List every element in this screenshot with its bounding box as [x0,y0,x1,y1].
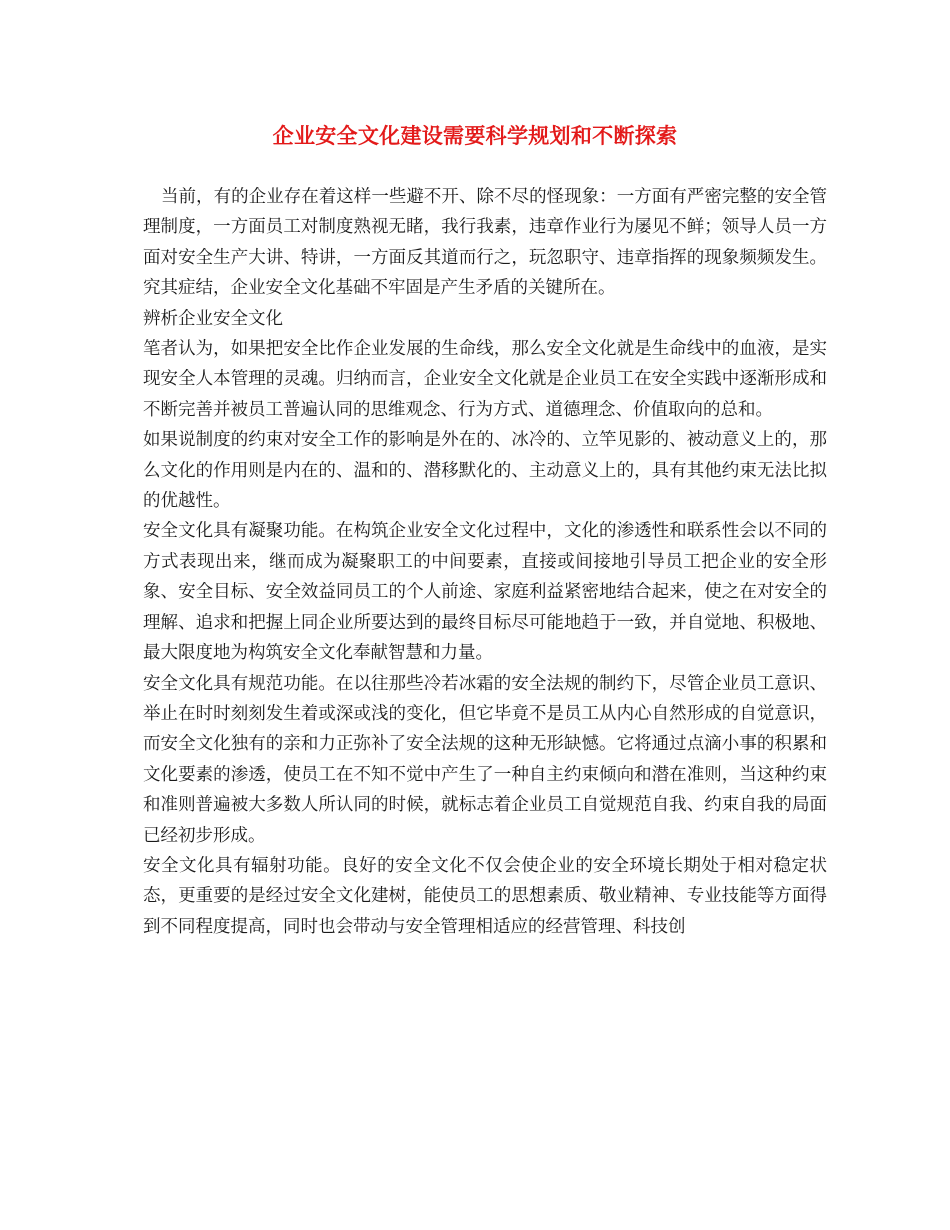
paragraph-regulation-function: 安全文化具有规范功能。在以往那些冷若冰霜的安全法规的制约下，尽管企业员工意识、举止在时时刻刻发生着或深或浅的变化，但它毕竟不是员工从内心自然形成的自觉意识，而安全文化独有的亲和力正弥补了安全法规的这种无形缺憾。它将通过点滴小事的积累和文化要素的渗透，使员工在不知不觉中产生了一种自主约束倾向和潜在准则，当这种约束和准则普遍被大多数人所认同的时候，就标志着企业员工自觉规范自我、约束自我的局面已经初步形成。 [143,673,827,846]
document-body [143,182,827,942]
document-title: 企业安全文化建设需要科学规划和不断探索 [272,123,678,148]
section-heading: 辨析企业安全文化 [143,308,283,329]
paragraph-comparison: 如果说制度的约束对安全工作的影响是外在的、冰冷的、立竿见影的、被动意义上的，那么文化的作用则是内在的、温和的、潜移默化的、主动意义上的，具有其他约束无法比拟的优越性。 [143,430,827,512]
paragraph-cohesion-function: 安全文化具有凝聚功能。在构筑企业安全文化过程中，文化的渗透性和联系性会以不同的方式表现出来，继而成为凝聚职工的中间要素，直接或间接地引导员工把企业的安全形象、安全目标、安全效益同员工的个人前途、家庭利益紧密地结合起来，使之在对安全的理解、追求和把握上同企业所要达到的最终目标尽可能地趋于一致，并自觉地、积极地、最大限度地为构筑安全文化奉献智慧和力量。 [143,521,827,664]
paragraph-intro: 当前，有的企业存在着这样一些避不开、除不尽的怪现象：一方面有严密完整的安全管理制度，一方面员工对制度熟视无睹，我行我素，违章作业行为屡见不鲜；领导人员一方面对安全生产大讲、特讲，一方面反其道而行之，玩忽职守、违章指挥的现象频频发生。究其症结，企业安全文化基础不牢固是产生矛盾的关键所在。 [143,187,827,299]
paragraph-radiation-function: 安全文化具有辐射功能。良好的安全文化不仅会使企业的安全环境长期处于相对稳定状态，更重要的是经过安全文化建树，能使员工的思想素质、敬业精神、专业技能等方面得到不同程度提高，同时也会带动与安全管理相适应的经营管理、科技创 [143,855,827,937]
paragraph-definition: 笔者认为，如果把安全比作企业发展的生命线，那么安全文化就是生命线中的血液，是实现安全人本管理的灵魂。归纳而言，企业安全文化就是企业员工在安全实践中逐渐形成和不断完善并被员工普遍认同的思维观念、行为方式、道德理念、价值取向的总和。 [143,339,827,420]
